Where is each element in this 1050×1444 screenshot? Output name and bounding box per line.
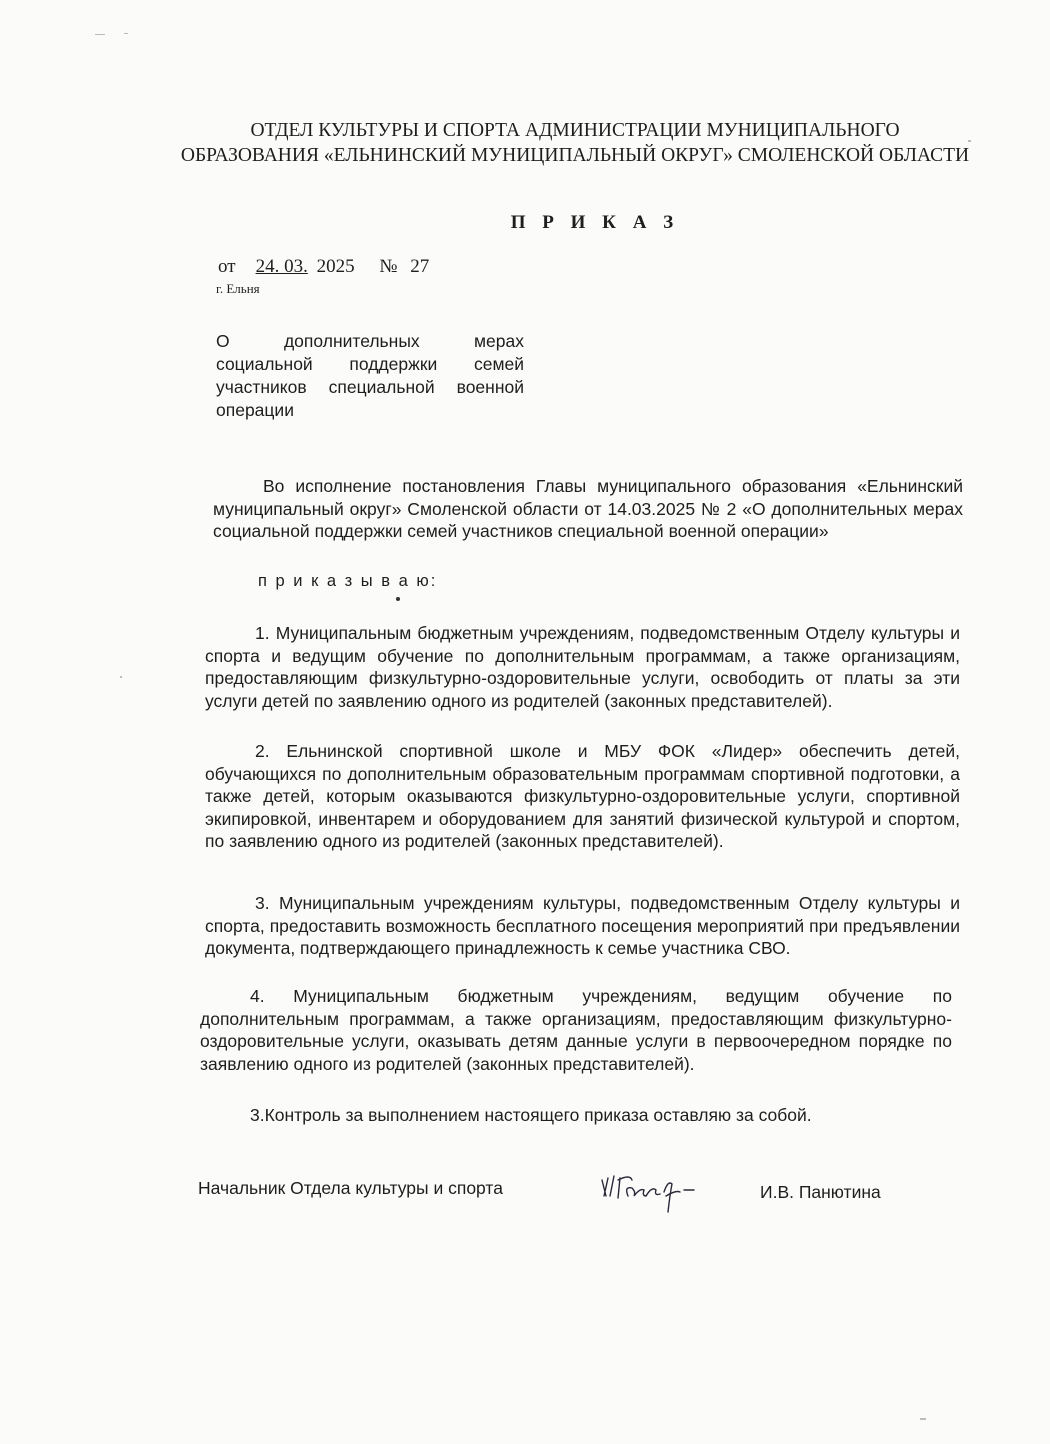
number-sign: №: [379, 256, 398, 277]
point-3: 3. Муниципальным учреждениям культуры, подведомственным Отделу культуры и спорта, предоставить возможность бесплатного посещения мероприятий при предъявлении документа, подтверждающего принадлежность к семье участника СВО.: [205, 893, 960, 958]
signature-block: [198, 1178, 918, 1218]
date-year: 2025: [316, 256, 355, 277]
preamble-paragraph: Во исполнение постановления Главы муниципального образования «Ельнинский муниципальный округ» Смоленской области от 14.03.2025 № 2 «О дополнительных мерах социальной поддержки семей участников специальной военной операции»: [213, 476, 963, 541]
stray-dot: [396, 597, 400, 601]
signer-name: И.В. Панютина: [760, 1182, 881, 1202]
city-label: г. Ельня: [216, 281, 260, 296]
document-title: П Р И К А З: [510, 212, 680, 233]
point-control: 3.Контроль за выполнением настоящего приказа оставляю за собой.: [250, 1105, 812, 1125]
point-2: 2. Ельнинской спортивной школе и МБУ ФОК «Лидер» обеспечить детей, обучающихся по дополнительным образовательным программам спортивной подготовки, а также детей, которым оказываются физкультурно-оздоровительные услуги, спортивной экипировкой, инвентарем и оборудованием для занятий физической культурой и спортом, по заявлению одного из родителей (законных представителей).: [205, 741, 960, 851]
handwritten-signature-icon: [596, 1166, 706, 1218]
order-subject: О дополнительных мерах социальной поддержки семей участников специальной военной операции: [216, 331, 524, 420]
signer-position: Начальник Отдела культуры и спорта: [198, 1178, 503, 1198]
organization-header: ОТДЕЛ КУЛЬТУРЫ И СПОРТА АДМИНИСТРАЦИИ МУНИЦИПАЛЬНОГО ОБРАЗОВАНИЯ «ЕЛЬНИНСКИЙ МУНИЦИПАЛЬНЫЙ ОКРУГ» СМОЛЕНСКОЙ ОБЛАСТИ: [180, 120, 970, 166]
order-number: 27: [410, 256, 430, 277]
date-number-row: [218, 256, 429, 278]
date-value: 24. 03.: [255, 256, 308, 277]
order-word: п р и к а з ы в а ю:: [258, 572, 438, 590]
from-label: от: [218, 256, 236, 277]
point-1: 1. Муниципальным бюджетным учреждениям, подведомственным Отделу культуры и спорта и ведущим обучение по дополнительным программам, а также организациям, предоставляющим физкультурно-оздоровительные услуги, освободить от платы за эти услуги детей по заявлению одного из родителей (законных представителей).: [205, 623, 960, 711]
point-4: 4. Муниципальным бюджетным учреждениям, ведущим обучение по дополнительным программам, а также организациям, предоставляющим физкультурно-оздоровительные услуги, оказывать детям данные услуги в первоочередном порядке по заявлению одного из родителей (законных представителей).: [200, 986, 952, 1074]
